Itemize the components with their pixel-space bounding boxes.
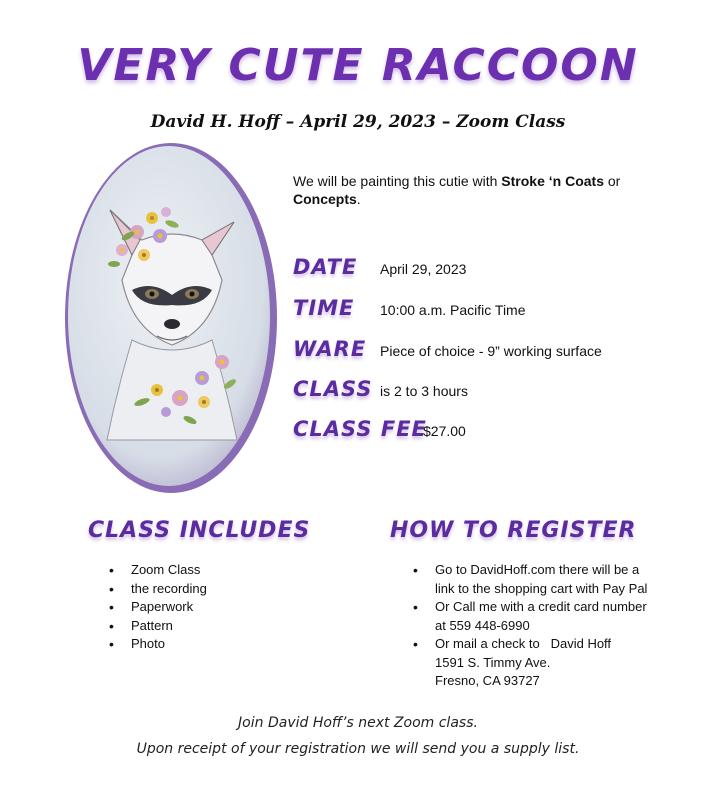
- footer-line-2: Upon receipt of your registration we will send you a supply list.: [136, 741, 580, 757]
- raccoon-plate-image: [62, 140, 280, 496]
- class-subtitle: David H. Hoff – April 29, 2023 – Zoom Class: [150, 112, 566, 132]
- intro-suffix: .: [356, 191, 361, 207]
- register-website-line: link to the shopping cart with Pay Pal: [435, 580, 648, 596]
- register-phone-line: • Or Call me with a credit card number: [435, 599, 647, 614]
- how-to-register-heading: HOW TO REGISTER: [390, 518, 637, 543]
- register-mail-line: • Or mail a check to David Hoff: [435, 636, 612, 651]
- fee-value: $27.00: [423, 423, 466, 439]
- footer-line-1: Join David Hoff’s next Zoom class.: [238, 715, 478, 731]
- intro-middle: or: [604, 173, 621, 189]
- list-item: [411, 561, 701, 598]
- date-value: April 29, 2023: [380, 261, 467, 277]
- brand-stroke-n-coats: Stroke ‘n Coats: [501, 173, 604, 189]
- list-item: • the recording: [107, 580, 207, 599]
- page-title: VERY CUTE RACCOON: [77, 40, 639, 91]
- intro-text: [293, 172, 653, 208]
- list-item: • Photo: [107, 635, 207, 654]
- class-label: CLASS: [293, 377, 373, 401]
- class-includes-list: [107, 561, 207, 654]
- class-includes-heading: CLASS INCLUDES: [88, 518, 311, 543]
- date-label: DATE: [293, 255, 358, 279]
- list-item: [411, 635, 701, 691]
- list-item: [411, 598, 701, 635]
- register-mail-line: Fresno, CA 93727: [435, 673, 540, 688]
- ware-label: WARE: [293, 337, 367, 361]
- intro-prefix: We will be painting this cutie with: [293, 173, 502, 189]
- list-item: • Paperwork: [107, 598, 207, 617]
- brand-concepts: Concepts: [293, 191, 357, 207]
- register-phone-line: at 559 448-6990: [435, 617, 530, 633]
- ware-value: Piece of choice - 9” working surface: [380, 343, 602, 359]
- list-item: • Zoom Class: [107, 561, 207, 580]
- time-value: 10:00 a.m. Pacific Time: [380, 302, 526, 318]
- register-list: [411, 561, 701, 691]
- fee-label: CLASS FEE: [293, 417, 427, 441]
- time-label: TIME: [293, 296, 355, 320]
- list-item: • Pattern: [107, 617, 207, 636]
- register-website-line: • Go to DavidHoff.com there will be a: [435, 562, 640, 577]
- class-value: is 2 to 3 hours: [380, 383, 468, 399]
- register-mail-line: 1591 S. Timmy Ave.: [435, 654, 551, 670]
